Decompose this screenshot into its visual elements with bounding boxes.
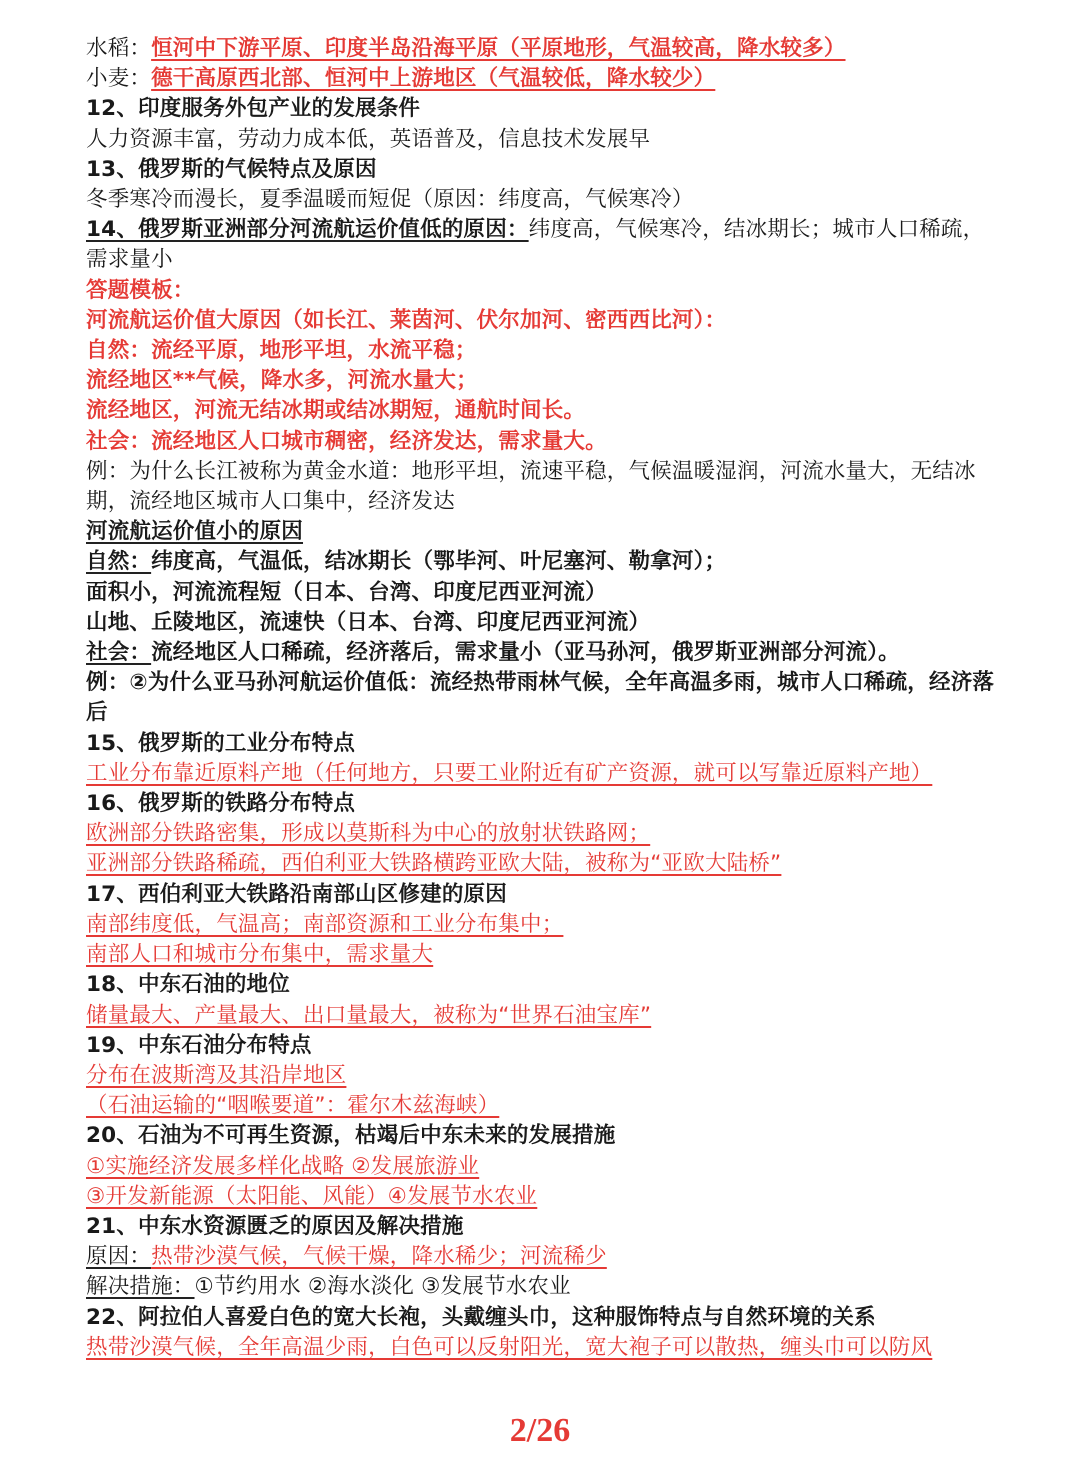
question-17-title: 17、西伯利亚大铁路沿南部山区修建的原因 [86, 881, 507, 907]
question-20-title: 20、石油为不可再生资源，枯竭后中东未来的发展措施 [86, 1123, 616, 1149]
example-yangtze: 例：为什么长江被称为黄金水道：地形平坦，流速平稳，气候温暖湿润，河流水量大，无结冰期，流经地区城市人口集中，经济发达 [86, 458, 976, 515]
high-value-ice: 流经地区，河流无结冰期或结冰期短，通航时间长。 [86, 398, 586, 424]
rice-label: 水稻： [86, 36, 152, 61]
low-value-social-label: 社会： [86, 640, 152, 666]
question-21-title: 21、中东水资源匮乏的原因及解决措施 [86, 1213, 464, 1239]
question-14-answer: 纬度高，气候寒冷，结冰期长；城市人口稀疏，需求量小 [86, 217, 985, 273]
question-15-title: 15、俄罗斯的工业分布特点 [86, 730, 356, 756]
question-16-answer-asia: 亚洲部分铁路稀疏，西伯利亚大铁路横跨亚欧大陆，被称为“亚欧大陆桥” [86, 851, 782, 877]
low-value-title: 河流航运价值小的原因 [86, 519, 304, 545]
low-value-area: 面积小，河流流程短（日本、台湾、印度尼西亚河流） [86, 579, 607, 605]
low-value-terrain: 山地、丘陵地区，流速快（日本、台湾、印度尼西亚河流） [86, 609, 651, 635]
question-16-answer-europe: 欧洲部分铁路密集，形成以莫斯科为中心的放射状铁路网； [86, 821, 651, 847]
wheat-line [86, 64, 1000, 94]
low-value-natural [86, 547, 1000, 577]
question-20-answer-1: ①实施经济发展多样化战略 ②发展旅游业 [86, 1153, 480, 1179]
question-19-answer-1: 分布在波斯湾及其沿岸地区 [86, 1062, 347, 1088]
wheat-label: 小麦： [86, 66, 152, 92]
high-value-climate: 流经地区**气候，降水多，河流水量大； [86, 368, 478, 394]
answer-template-label: 答题模板： [86, 277, 195, 303]
low-value-social-text: 流经地区人口稀疏，经济落后，需求量小（亚马孙河，俄罗斯亚洲部分河流）。 [151, 640, 900, 666]
question-21-reason-text: 热带沙漠气候，气候干燥，降水稀少；河流稀少 [151, 1244, 607, 1270]
question-21-reason-label: 原因： [86, 1244, 152, 1270]
question-21-measures [86, 1272, 1000, 1302]
page-number: 2/26 [509, 1412, 571, 1449]
question-19-title: 19、中东石油分布特点 [86, 1032, 312, 1058]
rice-answer: 恒河中下游平原、印度半岛沿海平原（平原地形，气温较高，降水较多） [151, 36, 846, 61]
question-15-answer: 工业分布靠近原料产地（任何地方，只要工业附近有矿产资源，就可以写靠近原料产地） [86, 760, 933, 786]
question-12-answer: 人力资源丰富，劳动力成本低，英语普及，信息技术发展早 [86, 126, 651, 152]
question-13-answer: 冬季寒冷而漫长，夏季温暖而短促（原因：纬度高，气候寒冷） [86, 187, 694, 213]
question-18-title: 18、中东石油的地位 [86, 972, 290, 998]
rice-line [86, 34, 1000, 64]
high-value-social: 社会：流经地区人口城市稠密，经济发达，需求量大。 [86, 428, 607, 454]
question-17-answer-2: 南部人口和城市分布集中，需求量大 [86, 942, 434, 968]
question-22-title: 22、阿拉伯人喜爱白色的宽大长袍，头戴缠头巾，这种服饰特点与自然环境的关系 [86, 1304, 876, 1330]
question-14-title: 14、俄罗斯亚洲部分河流航运价值低的原因： [86, 217, 529, 243]
low-value-natural-label: 自然： [86, 549, 152, 575]
low-value-social [86, 638, 1000, 668]
question-21-measures-label: 解决措施： [86, 1274, 195, 1300]
question-18-answer: 储量最大、产量最大、出口量最大，被称为“世界石油宝库” [86, 1002, 652, 1028]
example-amazon: 例：②为什么亚马孙河航运价值低：流经热带雨林气候，全年高温多雨，城市人口稀疏，经济落后 [86, 670, 995, 726]
question-13-title: 13、俄罗斯的气候特点及原因 [86, 156, 377, 182]
high-value-natural: 自然：流经平原，地形平坦，水流平稳； [86, 338, 477, 364]
question-14-block [86, 215, 1000, 275]
question-12-title: 12、印度服务外包产业的发展条件 [86, 96, 421, 122]
question-20-answer-2: ③开发新能源（太阳能、风能）④发展节水农业 [86, 1183, 538, 1209]
question-22-answer: 热带沙漠气候，全年高温少雨，白色可以反射阳光，宽大袍子可以散热，缠头巾可以防风 [86, 1334, 933, 1360]
wheat-answer: 德干高原西北部、恒河中上游地区（气温较低，降水较少） [151, 66, 716, 92]
low-value-natural-text: 纬度高，气温低，结冰期长（鄂毕河、叶尼塞河、勒拿河）； [151, 549, 727, 575]
question-17-answer-1: 南部纬度低，气温高；南部资源和工业分布集中； [86, 911, 564, 937]
question-16-title: 16、俄罗斯的铁路分布特点 [86, 791, 356, 817]
question-19-answer-2: （石油运输的“咽喉要道”：霍尔木兹海峡） [86, 1093, 500, 1119]
high-value-title: 河流航运价值大原因（如长江、莱茵河、伏尔加河、密西西比河）： [86, 307, 727, 333]
question-21-measures-text: ①节约用水 ②海水淡化 ③发展节水农业 [194, 1274, 571, 1300]
question-21-reason [86, 1242, 1000, 1272]
